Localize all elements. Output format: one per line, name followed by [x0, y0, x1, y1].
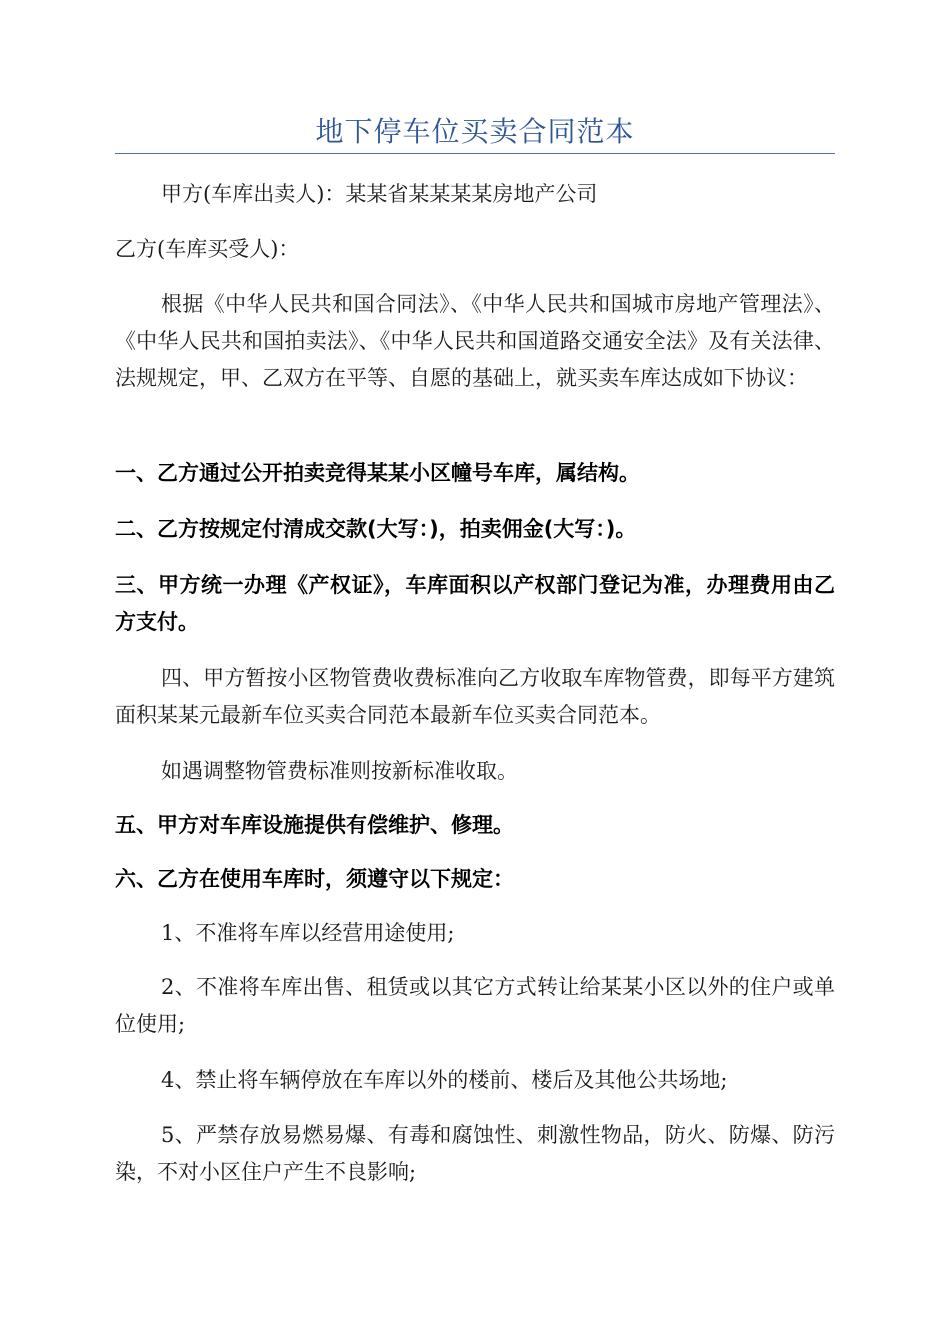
clause-1: 一、乙方通过公开拍卖竞得某某小区幢号车库，属结构。	[115, 461, 640, 485]
document-title: 地下停车位买卖合同范本	[315, 115, 635, 148]
clause-4-note: 如遇调整物管费标准则按新标准收取。	[161, 759, 518, 783]
party-b-line: 乙方(车库买受人)：	[115, 237, 300, 261]
clause-2: 二、乙方按规定付清成交款(大写：)，拍卖佣金(大写：)。	[115, 517, 637, 541]
title-underline	[115, 153, 835, 154]
rule-item-5: 5、严禁存放易燃易爆、有毒和腐蚀性、刺激性物品，防火、防爆、防污染，不对小区住户产生不良影响;	[115, 1123, 835, 1184]
clause-6: 六、乙方在使用车库时，须遵守以下规定：	[115, 867, 514, 891]
rule-item-4: 4、禁止将车辆停放在车库以外的楼前、楼后及其他公共场地;	[161, 1068, 728, 1092]
preamble-paragraph: 根据《中华人民共和国合同法》、《中华人民共和国城市房地产管理法》、《中华人民共和国拍卖法》、《中华人民共和国道路交通安全法》及有关法律、法规规定，甲、乙双方在平等、自愿的基础上，就买卖车库达成如下协议：	[115, 292, 835, 390]
rule-item-1: 1、不准将车库以经营用途使用;	[161, 921, 455, 945]
clause-4: 四、甲方暂按小区物管费收费标准向乙方收取车库物管费，即每平方建筑面积某某元最新车位买卖合同范本最新车位买卖合同范本。	[115, 666, 835, 727]
rule-item-2: 2、不准将车库出售、租赁或以其它方式转让给某某小区以外的住户或单位使用;	[115, 975, 835, 1036]
clause-5: 五、甲方对车库设施提供有偿维护、修理。	[115, 813, 514, 837]
party-a-line: 甲方(车库出卖人)：某某省某某某某房地产公司	[161, 182, 598, 206]
clause-3: 三、甲方统一办理《产权证》，车库面积以产权部门登记为准，办理费用由乙方支付。	[115, 573, 835, 634]
